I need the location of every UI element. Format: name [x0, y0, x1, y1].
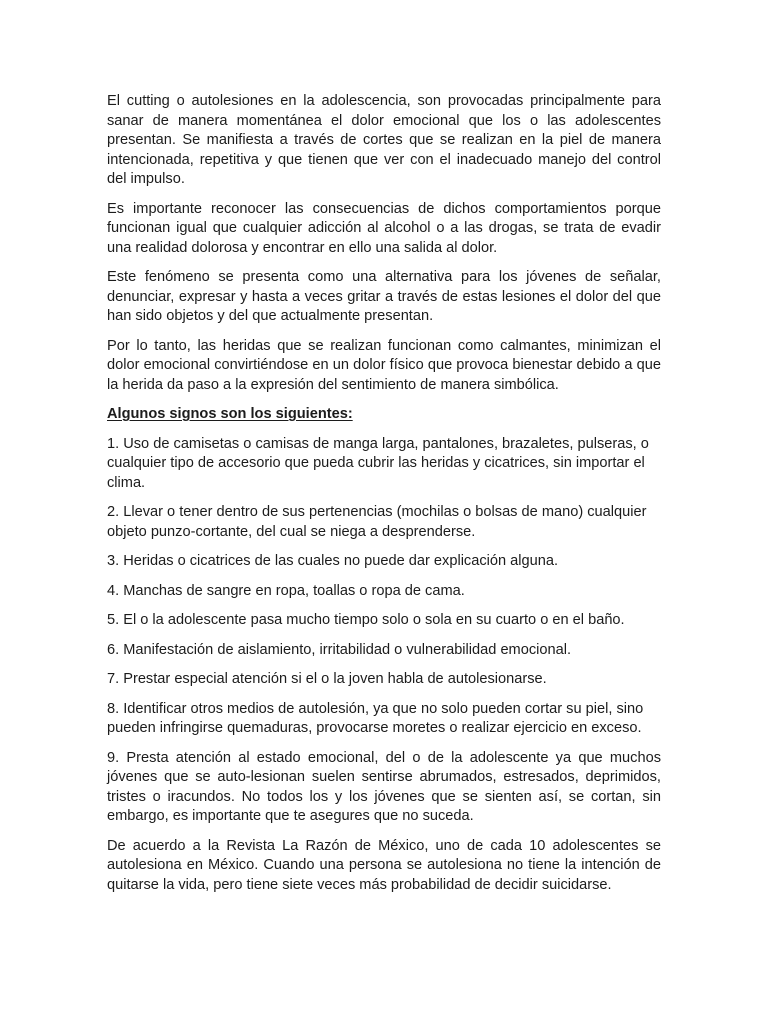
list-item: 9. Presta atención al estado emocional, del o de la adolescente ya que muchos jóvenes que se auto-lesionan suelen sentirse abrumados, estresados, deprimidos, tristes o iracundos. No todos los y los jóvenes que se sienten así, se cortan, sin embargo, es importante que te asegures que no suceda.	[107, 749, 661, 824]
list-item: 6. Manifestación de aislamiento, irritabilidad o vulnerabilidad emocional.	[107, 641, 572, 658]
intro-paragraph-3: Este fenómeno se presenta como una alternativa para los jóvenes de señalar, denunciar, expresar y hasta a veces gritar a través de estas lesiones el dolor del que han sido objetos y del que actualmente presentan.	[107, 269, 661, 324]
list-item: 5. El o la adolescente pasa mucho tiempo solo o sola en su cuarto o en el baño.	[107, 612, 625, 628]
document-page	[107, 92, 661, 905]
list-item: 1. Uso de camisetas o camisas de manga larga, pantalones, brazaletes, pulseras, o cualquier tipo de accesorio que pueda cubrir las heridas y cicatrices, sin importar el clima.	[107, 435, 649, 491]
intro-paragraph-4: Por lo tanto, las heridas que se realizan funcionan como calmantes, minimizan el dolor emocional convirtiéndose en un dolor físico que provoca bienestar debido a que la herida da paso a la expresión del sentimiento de manera simbólica.	[107, 337, 661, 393]
list-item: 2. Llevar o tener dentro de sus pertenencias (mochilas o bolsas de mano) cualquier objeto punzo-cortante, del cual se niega a desprenderse.	[107, 504, 647, 540]
intro-paragraph-1: El cutting o autolesiones en la adolescencia, son provocadas principalmente para sanar de manera momentánea el dolor emocional que los o las adolescentes presentan. Se manifiesta a través de cortes que se realizan en la piel de manera intencionada, repetitiva y que tienen que ver con el inadecuado manejo del control del impulso.	[107, 93, 661, 187]
list-item: 3. Heridas o cicatrices de las cuales no puede dar explicación alguna.	[107, 553, 559, 569]
signs-list	[107, 435, 661, 827]
list-item: 7. Prestar especial atención si el o la joven habla de autolesionarse.	[107, 671, 547, 687]
closing-paragraph: De acuerdo a la Revista La Razón de México, uno de cada 10 adolescentes se autolesiona en México. Cuando una persona se autolesiona no tiene la intención de quitarse la vida, pero tiene siete veces más probabilidad de decidir suicidarse.	[107, 837, 661, 893]
list-item: 4. Manchas de sangre en ropa, toallas o ropa de cama.	[107, 582, 465, 599]
signs-heading: Algunos signos son los siguientes:	[107, 406, 353, 422]
list-item: 8. Identificar otros medios de autolesión, ya que no solo pueden cortar su piel, sino pueden infringirse quemaduras, provocarse moretes o realizar ejercicio en exceso.	[107, 700, 644, 736]
intro-paragraph-2: Es importante reconocer las consecuencias de dichos comportamientos porque funcionan igual que cualquier adicción al alcohol o a las drogas, se trata de evadir una realidad dolorosa y encontrar en ello una salida al dolor.	[107, 200, 661, 256]
